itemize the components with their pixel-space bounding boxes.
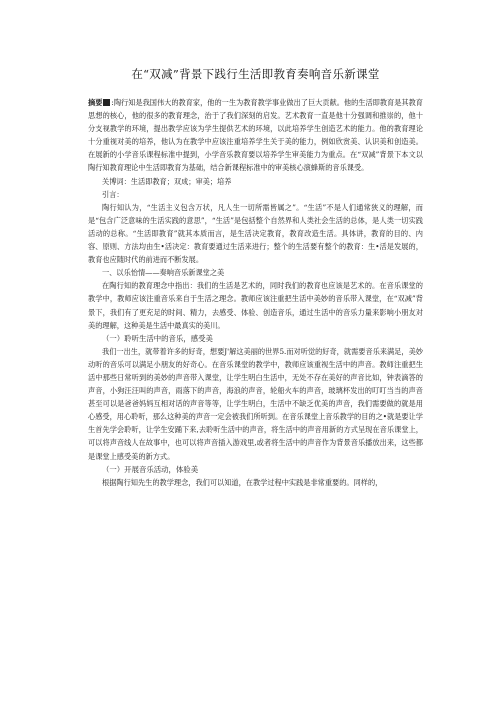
subheading-2: （一）开展音乐活动，体验美 — [102, 464, 199, 474]
abstract — [88, 96, 423, 175]
paragraph-sub-2: 根据陶行知先生的教学理念，我们可以知道，在教学过程中实践是非常重要的。同样的， — [102, 477, 383, 487]
abstract-text: :陶行知是我国伟大的教育家，他的一生为教育教学事业做出了巨大贡献。他的生活即教育是其教育思想的核心，他的很多的教育理念，治于了我们深刻的启发。艺术教育一直是他十分强调和推崇的，他十分支视教学的环境，提出教学应该为学生提供艺术的环境，以此培养学生创造艺术的能力。他的教育理论十分重视对美的培养，他认为在教学中应该注重培养学生关于美的能力，例如欣赏美、认识美和创造美。在展新的小学音乐课程标准中提到，小学音乐教育要以培养学生审美能力为重点。在“双减”背景下本文以陶行知教育理论中生活即教育为基础，结合新课程标准中的审美核心演蜂斯的音乐课受。 — [88, 98, 423, 173]
paragraph-section-1: 在陶行知的教育理念中指出：我们的生活是艺术的，同时我们的教育也应该是艺术的。在音乐课堂的教学中，教师应该注重音乐来自于生活之理念。教师应该注重把生活中美妙的音乐带入课堂，在“双减”背景下，我们有了更充足的时间、精力，去感受、体验、创造音乐，通过生活中的音乐力量来影响小朋友对美的理解，这种美是生活中最真实的美川。 — [88, 281, 423, 330]
keywords: 关博词：生活即教育；双成；审美；培养 — [102, 176, 232, 186]
paragraph-intro: 陶行知认为，“生活主义包含万状，凡人生一切所需皆属之”。“生活”不是人们通常狭义的理解，而是“包含广泛意味的生活实践的意思”，“生活”是包括整个自然界和人类社会生活的总体，是人类一切实践活动的总称。“生活即教育”就其本质而言，是生活决定教育，教育改造生活。具体讲，教育的目的、内容、原则、方法均由生•活决定：教育要通过生活来进行；整个的生活要有整个的教育：生•活是发展的，教育也应随时代的前进而不断发展。 — [88, 202, 423, 265]
subheading-1: （一）聆听生活中的音乐，感受美 — [102, 333, 213, 343]
abstract-label: 摘要 — [88, 98, 103, 107]
black-square-icon — [103, 99, 110, 106]
paragraph-sub-1: 我们一出生，就带着许多的好奇，想要J'解这美丽的世界5.而对听觉的好奇，就需要音乐来满足，美妙动听的音乐可以满足小朋友的好奇心。在音乐课堂的教学中，教师应该重视生活中的声音。教师注重把生活中那些日常听到的美妙的声音带入课堂，让学生明白生活中，无处不存在美好的声音比如，钟表滴答的声音，小狗汪汪叫的声音，雨落下的声音，海浪的声音，轮船火车的声音，玻璃杯发出的叮叮当当的声音甚至可以是爸爸妈妈互相对话的声音等等，让学生明白，生活中不缺乏优美的声音，我们需要做的就是用心感受，用心聆听，那么这种美的声音一定会被我们所听到。在音乐课堂上音乐教学的目的之•就是要让学生首先学会聆听，让学生安踊下来,去聆听生活中的声音，将生活中的声音用新的方式呈现在音乐课堂上，可以将声音线人在故事中，也可以将声音插入游戏里,或者将生活中的声音作为背景音乐播放出来，这些都是课堂上感受美的新方式。 — [88, 346, 423, 461]
page-title: 在“双减”背景下践行生活即教育奏响音乐新课堂 — [131, 67, 380, 81]
article-body — [88, 66, 423, 489]
intro-label: 引言： — [102, 189, 124, 199]
section-heading-1: 一、以乐怡情——奏响音乐新课堂之美 — [102, 268, 225, 278]
